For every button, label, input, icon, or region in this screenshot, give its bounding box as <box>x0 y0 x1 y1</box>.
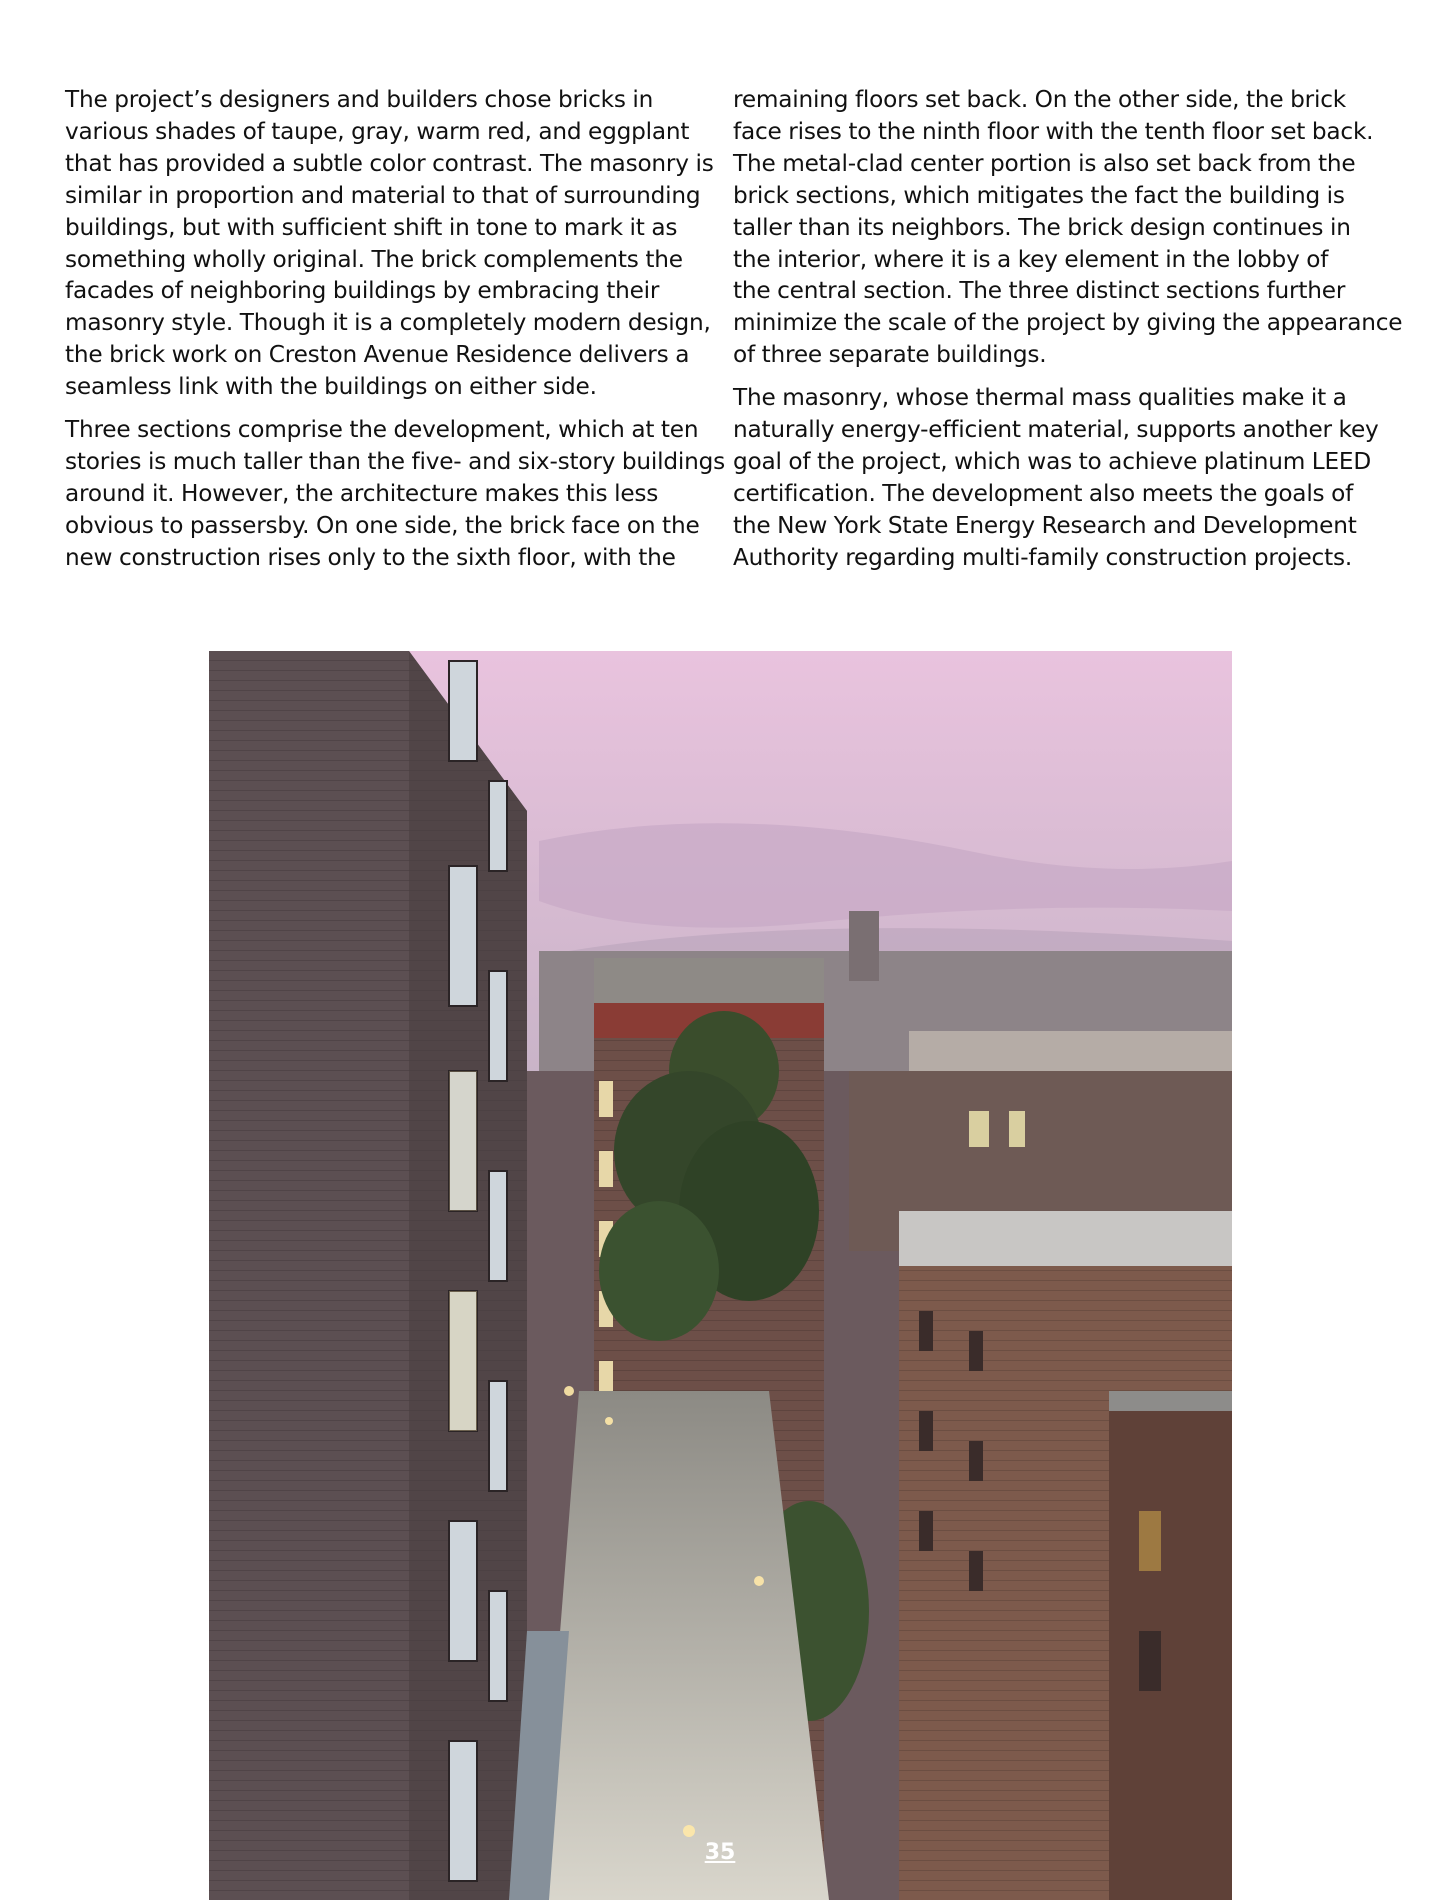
text-line: masonry style. Though it is a completely modern design, <box>65 309 711 337</box>
text-line: brick sections, which mitigates the fact the building is <box>733 181 1345 209</box>
text-line: stories is much taller than the five- and six-story buildings <box>65 447 726 475</box>
text-line: the brick work on Creston Avenue Residence delivers a <box>65 341 690 369</box>
text-line: around it. However, the architecture makes this less <box>65 479 659 507</box>
text-line: face rises to the ninth floor with the tenth floor set back. <box>733 117 1374 145</box>
text-line: of three separate buildings. <box>733 341 1047 369</box>
text-line: the interior, where it is a key element in the lobby of <box>733 245 1329 273</box>
text-line: minimize the scale of the project by giving the appearance <box>733 309 1403 337</box>
page-number: 35 <box>704 1840 736 1865</box>
right-paragraph-1 <box>733 84 1413 371</box>
text-line: that has provided a subtle color contrast. The masonry is <box>65 149 714 177</box>
text-line: various shades of taupe, gray, warm red, and eggplant <box>65 117 690 145</box>
building-photo <box>209 651 1232 1900</box>
text-line: buildings, but with sufficient shift in tone to mark it as <box>65 213 678 241</box>
text-line: certification. The development also meets the goals of <box>733 479 1354 507</box>
text-line: taller than its neighbors. The brick design continues in <box>733 213 1351 241</box>
courtyard-photo-illustration <box>209 651 1232 1900</box>
text-line: The metal-clad center portion is also set back from the <box>733 149 1356 177</box>
right-paragraph-2 <box>733 382 1413 573</box>
text-line: facades of neighboring buildings by embracing their <box>65 277 660 305</box>
text-line: seamless link with the buildings on either side. <box>65 373 597 401</box>
text-line: naturally energy-efficient material, supports another key <box>733 416 1379 444</box>
text-line: similar in proportion and material to that of surrounding <box>65 181 701 209</box>
text-line: the central section. The three distinct sections further <box>733 277 1346 305</box>
left-paragraph-1 <box>65 84 714 403</box>
text-line: remaining floors set back. On the other side, the brick <box>733 86 1346 113</box>
text-line: Authority regarding multi-family construction projects. <box>733 543 1353 571</box>
text-line: new construction rises only to the sixth floor, with the <box>65 543 676 571</box>
right-column <box>733 84 1413 574</box>
text-line: obvious to passersby. On one side, the brick face on the <box>65 511 700 539</box>
text-line: the New York State Energy Research and Development <box>733 511 1357 539</box>
left-column <box>65 84 726 574</box>
text-line: The masonry, whose thermal mass qualities make it a <box>733 384 1347 412</box>
text-line: Three sections comprise the development, which at ten <box>65 416 699 444</box>
text-line: something wholly original. The brick complements the <box>65 245 683 273</box>
right-front-building <box>1109 1391 1232 1900</box>
text-line: goal of the project, which was to achieve platinum LEED <box>733 447 1372 475</box>
left-paragraph-2 <box>65 414 726 574</box>
text-line: The project’s designers and builders chose bricks in <box>65 86 654 113</box>
